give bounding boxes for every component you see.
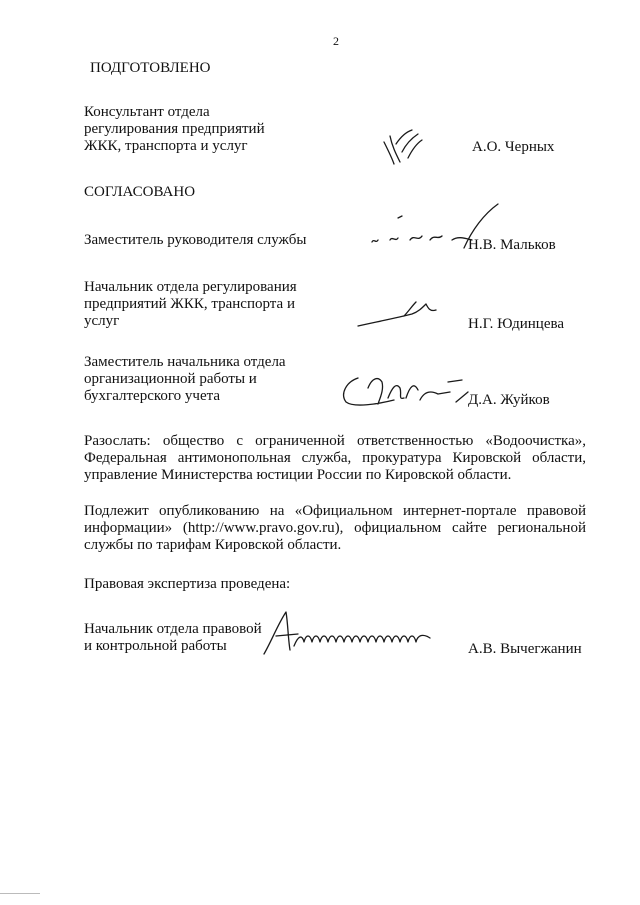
position-line: и контрольной работы (84, 638, 227, 654)
paragraph-line: управление Министерства юстиции России по Кировской области. (84, 467, 512, 483)
position-line: Начальник отдела регулирования (84, 279, 297, 295)
page-number: 2 (333, 34, 339, 48)
prepared-position (84, 104, 265, 155)
paragraph-line: Подлежит опубликованию на «Официальном интернет-портале правовой (84, 503, 586, 519)
signer-position-zhuykov (84, 354, 286, 405)
position-line: Консультант отдела (84, 104, 210, 120)
prepared-heading: ПОДГОТОВЛЕНО (90, 60, 211, 76)
position-line: регулирования предприятий (84, 121, 265, 137)
publication-paragraph (84, 503, 586, 554)
paragraph-line: службы по тарифам Кировской области. (84, 537, 342, 553)
position-line: Заместитель руководителя службы (84, 232, 307, 248)
signature-zhuykov (338, 368, 478, 413)
signature-vychegzhanin (258, 610, 443, 660)
distribution-paragraph (84, 433, 586, 484)
signer-name-chernykh: А.О. Черных (472, 139, 555, 155)
position-line: Заместитель начальника отдела (84, 354, 286, 370)
signer-name-malkov: Н.В. Мальков (468, 237, 556, 253)
signer-name-zhuykov: Д.А. Жуйков (468, 392, 550, 408)
position-line: ЖКК, транспорта и услуг (84, 138, 248, 154)
position-line: предприятий ЖКК, транспорта и (84, 296, 295, 312)
signer-name-yudintseva: Н.Г. Юдинцева (468, 316, 565, 332)
legal-review-position (84, 621, 262, 655)
signer-position-malkov (84, 232, 306, 249)
agreed-heading: СОГЛАСОВАНО (84, 184, 196, 200)
legal-review-statement: Правовая экспертиза проведена: (84, 576, 291, 592)
position-line: бухгалтерского учета (84, 388, 221, 404)
paragraph-line: Федеральная антимонопольная служба, прокуратура Кировской области, (84, 450, 586, 466)
signer-name-vychegzhanin: А.В. Вычегжанин (468, 641, 582, 657)
position-line: Начальник отдела правовой (84, 621, 262, 637)
position-line: услуг (84, 313, 120, 329)
signer-position-yudintseva (84, 279, 297, 330)
signature-yudintseva (356, 298, 446, 333)
scan-edge-mark (0, 893, 40, 894)
paragraph-line: Разослать: общество с ограниченной ответственностью «Водоочистка», (84, 433, 586, 449)
position-line: организационной работы и (84, 371, 257, 387)
paragraph-line: информации» (http://www.pravo.gov.ru), официальном сайте региональной (84, 520, 586, 536)
signature-chernykh (378, 128, 428, 168)
